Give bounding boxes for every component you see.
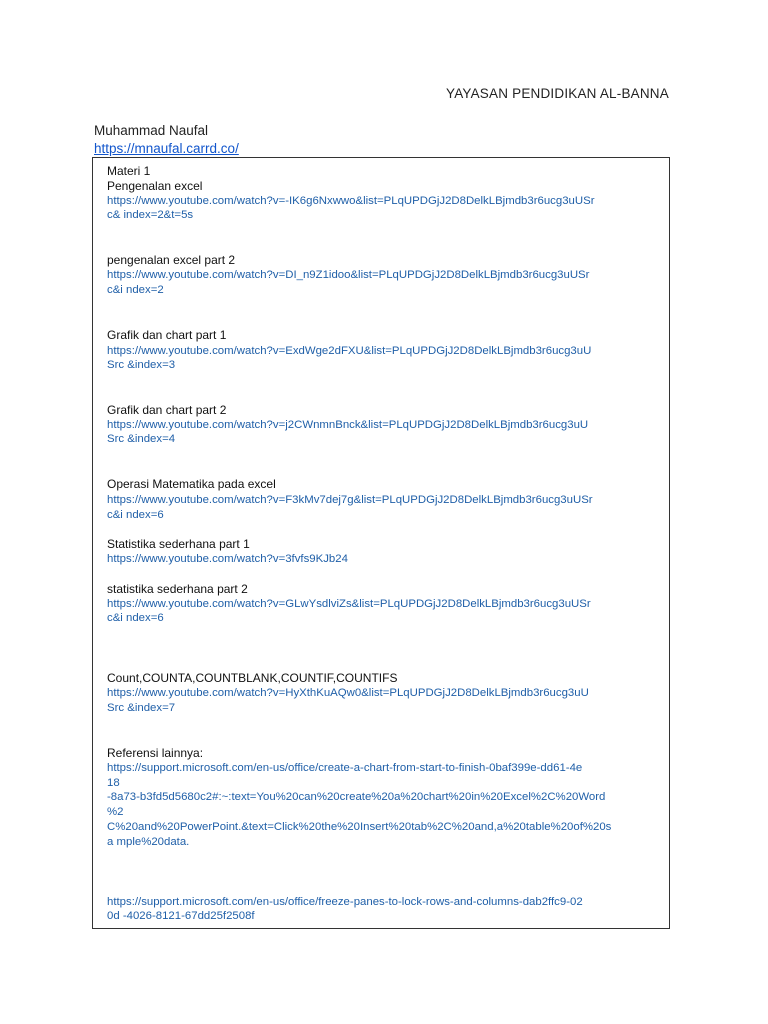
material-link[interactable]: Src &index=4 (107, 433, 176, 445)
material-title: Grafik dan chart part 1 (107, 328, 227, 342)
material-title: Grafik dan chart part 2 (107, 403, 227, 417)
materials-heading: Materi 1 (107, 164, 151, 178)
material-title: Count,COUNTA,COUNTBLANK,COUNTIF,COUNTIFS (107, 671, 398, 685)
reference-link[interactable]: a mple%20data. (107, 836, 190, 848)
material-link[interactable]: https://www.youtube.com/watch?v=ExdWge2dFXU&list=PLqUPDGjJ2D8DelkLBjmdb3r6ucg3uU (107, 345, 592, 357)
material-title: Statistika sederhana part 1 (107, 537, 250, 551)
material-link[interactable]: c& index=2&t=5s (107, 209, 194, 221)
material-title: Pengenalan excel (107, 179, 203, 193)
reference-link[interactable]: https://support.microsoft.com/en-us/office/freeze-panes-to-lock-rows-and-columns-dab2ffc9-02 (107, 896, 583, 908)
material-title: pengenalan excel part 2 (107, 253, 236, 267)
author-name: Muhammad Naufal (94, 123, 209, 138)
material-link[interactable]: Src &index=3 (107, 359, 176, 371)
reference-link[interactable]: C%20and%20PowerPoint.&text=Click%20the%20Insert%20tab%2C%20and,a%20table%20of%20s (107, 821, 612, 833)
reference-link[interactable]: %2 (107, 806, 124, 818)
material-title: statistika sederhana part 2 (107, 582, 248, 596)
author-link[interactable]: https://mnaufal.carrd.co/ (94, 141, 239, 156)
reference-link[interactable]: 0d -4026-8121-67dd25f2508f (107, 910, 255, 922)
material-link[interactable]: Src &index=7 (107, 702, 176, 714)
material-link[interactable]: c&i ndex=6 (107, 509, 164, 521)
reference-link[interactable]: -8a73-b3fd5d5680c2#:~:text=You%20can%20create%20a%20chart%20in%20Excel%2C%20Word (107, 791, 606, 803)
references-title: Referensi lainnya: (107, 746, 204, 760)
material-title: Operasi Matematika pada excel (107, 477, 276, 491)
reference-link[interactable]: https://support.microsoft.com/en-us/office/create-a-chart-from-start-to-finish-0baf399e-dd61-4e (107, 762, 583, 774)
material-link[interactable]: https://www.youtube.com/watch?v=F3kMv7dej7g&list=PLqUPDGjJ2D8DelkLBjmdb3r6ucg3uUSr (107, 494, 593, 506)
material-link[interactable]: https://www.youtube.com/watch?v=-IK6g6Nxwwo&list=PLqUPDGjJ2D8DelkLBjmdb3r6ucg3uUSr (107, 195, 595, 207)
reference-link[interactable]: 18 (107, 777, 120, 789)
material-link[interactable]: c&i ndex=2 (107, 284, 164, 296)
material-link[interactable]: https://www.youtube.com/watch?v=3fvfs9KJb24 (107, 553, 348, 565)
organization-name: YAYASAN PENDIDIKAN AL-BANNA (446, 86, 669, 101)
material-link[interactable]: https://www.youtube.com/watch?v=GLwYsdlviZs&list=PLqUPDGjJ2D8DelkLBjmdb3r6ucg3uUSr (107, 598, 591, 610)
material-link[interactable]: https://www.youtube.com/watch?v=HyXthKuAQw0&list=PLqUPDGjJ2D8DelkLBjmdb3r6ucg3uU (107, 687, 589, 699)
material-link[interactable]: https://www.youtube.com/watch?v=DI_n9Z1idoo&list=PLqUPDGjJ2D8DelkLBjmdb3r6ucg3uUSr (107, 269, 590, 281)
material-link[interactable]: c&i ndex=6 (107, 612, 164, 624)
material-link[interactable]: https://www.youtube.com/watch?v=j2CWnmnBnck&list=PLqUPDGjJ2D8DelkLBjmdb3r6ucg3uU (107, 419, 589, 431)
